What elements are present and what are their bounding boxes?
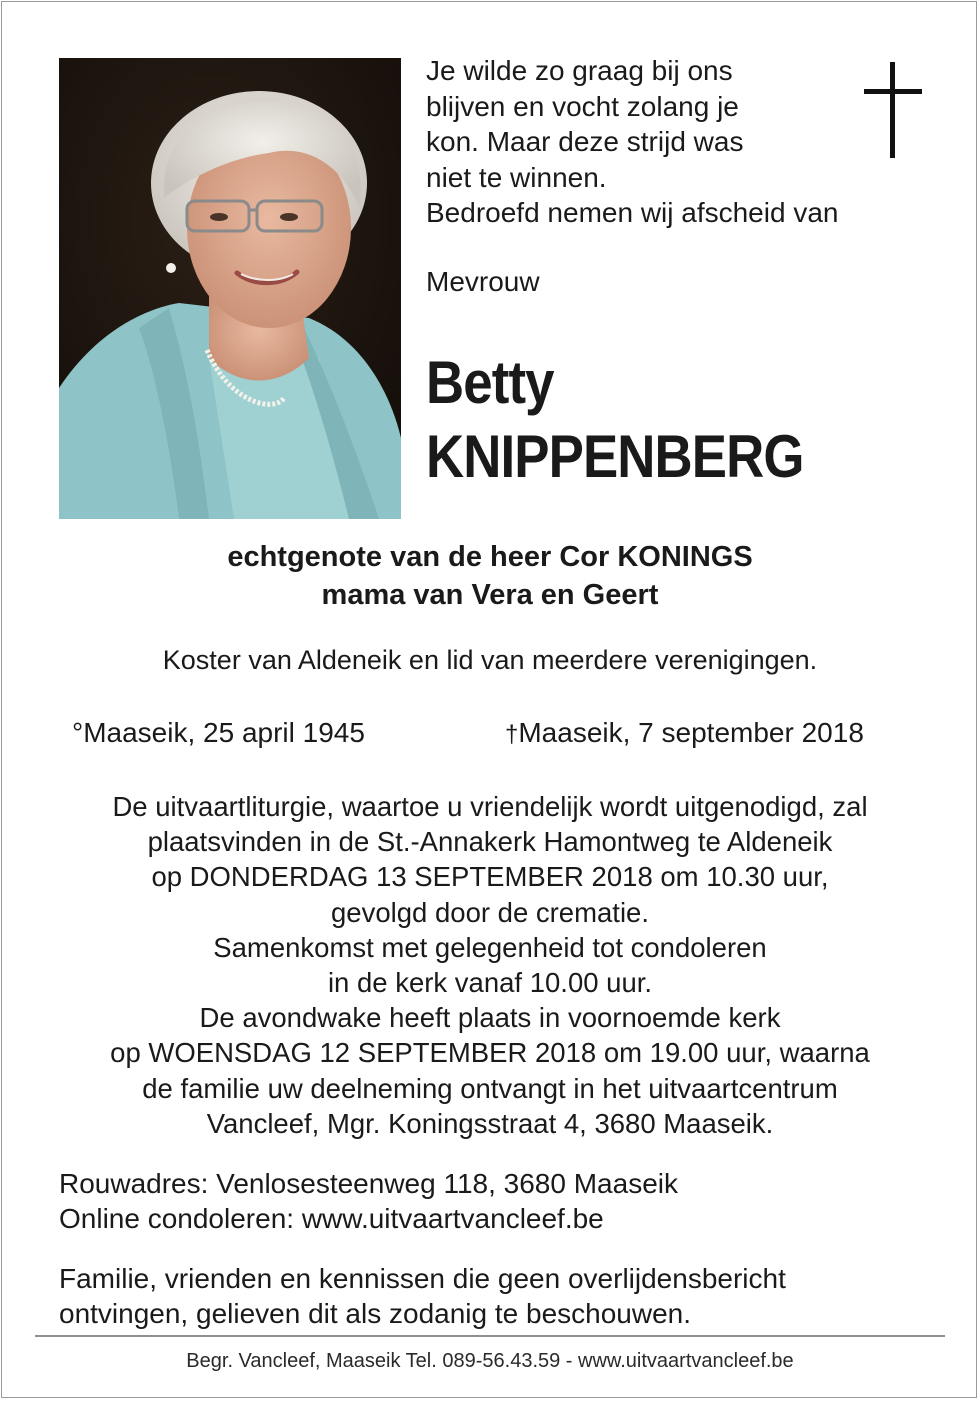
portrait-photo bbox=[59, 58, 401, 519]
notice-note bbox=[59, 1261, 786, 1331]
role-description: Koster van Aldeneik en lid van meerdere verenigingen. bbox=[162, 645, 818, 675]
funeral-line: in de kerk vanaf 10.00 uur. bbox=[327, 967, 653, 999]
poem-line: niet te winnen. bbox=[426, 161, 607, 193]
relation-line: mama van Vera en Geert bbox=[321, 579, 659, 611]
funeral-line: op WOENSDAG 12 SEPTEMBER 2018 om 19.00 uur, waarna bbox=[110, 1037, 870, 1069]
poem-line: Bedroefd nemen wij afscheid van bbox=[426, 197, 839, 228]
funeral-line: Vancleef, Mgr. Koningsstraat 4, 3680 Maaseik. bbox=[206, 1107, 774, 1139]
poem-text bbox=[426, 53, 896, 231]
death-info bbox=[505, 717, 864, 749]
relation-line: echtgenote van de heer Cor KONINGS bbox=[227, 541, 753, 573]
death-text: Maaseik, 7 september 2018 bbox=[518, 717, 864, 748]
contact-info bbox=[59, 1166, 678, 1236]
poem-line: kon. Maar deze strijd was bbox=[426, 126, 744, 157]
first-name: Betty bbox=[426, 349, 554, 416]
poem-line: blijven en vocht zolang je bbox=[426, 90, 739, 122]
online-condolence: Online condoleren: www.uitvaartvancleef.be bbox=[59, 1203, 604, 1234]
dagger-icon: † bbox=[505, 721, 519, 748]
family-relations bbox=[0, 538, 980, 614]
portrait-illustration bbox=[59, 58, 401, 519]
funeral-line: de familie uw deelneming ontvangt in het uitvaartcentrum bbox=[142, 1072, 838, 1104]
funeral-details bbox=[0, 789, 980, 1141]
deceased-name bbox=[426, 346, 804, 494]
funeral-line: De uitvaartliturgie, waartoe u vriendelijk wordt uitgenodigd, zal bbox=[112, 791, 868, 822]
funeral-line: Samenkomst met gelegenheid tot condoleren bbox=[213, 931, 767, 963]
birth-symbol: ° bbox=[72, 717, 84, 748]
salutation: Mevrouw bbox=[426, 266, 540, 297]
latin-cross-icon bbox=[864, 62, 922, 158]
funeral-line: op DONDERDAG 13 SEPTEMBER 2018 om 10.30 uur, bbox=[151, 861, 829, 893]
birth-info bbox=[72, 717, 365, 749]
funeral-line: plaatsvinden in de St.-Annakerk Hamontweg te Aldeneik bbox=[147, 826, 833, 858]
birth-text: Maaseik, 25 april 1945 bbox=[83, 717, 365, 748]
last-name: KNIPPENBERG bbox=[426, 423, 804, 490]
note-line: Familie, vrienden en kennissen die geen overlijdensbericht bbox=[59, 1263, 786, 1294]
footer-divider bbox=[35, 1335, 945, 1337]
funeral-line: De avondwake heeft plaats in voornoemde kerk bbox=[199, 1002, 781, 1034]
footer-text: Begr. Vancleef, Maaseik Tel. 089-56.43.59 - www.uitvaartvancleef.be bbox=[186, 1350, 794, 1372]
poem-line: Je wilde zo graag bij ons bbox=[426, 55, 733, 86]
note-line: ontvingen, gelieven dit als zodanig te beschouwen. bbox=[59, 1298, 691, 1329]
mourning-address: Rouwadres: Venlosesteenweg 118, 3680 Maaseik bbox=[59, 1168, 678, 1199]
funeral-line: gevolgd door de crematie. bbox=[331, 896, 649, 928]
